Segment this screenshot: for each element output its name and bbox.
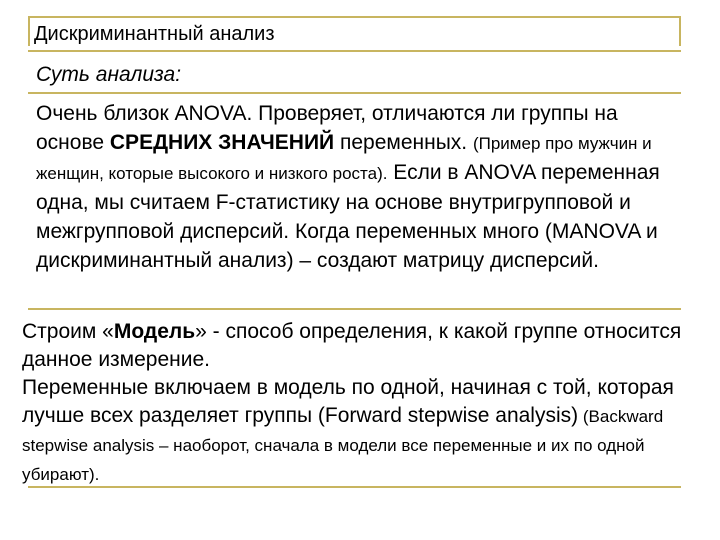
paragraph-anova: [36, 99, 686, 275]
paragraph-anova-example: (Пример про мужчин и женщин, которые высокого и низкого роста).: [36, 134, 652, 183]
paragraph-model-bold-term: Модель: [113, 320, 196, 343]
section-divider: [28, 308, 681, 310]
paragraph-model-backward-note: (Backward stepwise analysis – наоборот, сначала в модели все переменные и их по одной убирают).: [22, 407, 664, 484]
paragraph-anova-text-1: Очень близок ANOVA. Проверяет, отличаются ли группы на основе: [36, 102, 618, 154]
paragraph-anova-text-3: Если в ANOVA переменная одна, мы считаем F-статистику на основе внутригрупповой и межгрупповой дисперсий. Когда переменных много (MANOVA и дискриминантный анализ) – создают матрицу дисперсий.: [36, 161, 660, 272]
bottom-divider: [28, 486, 681, 488]
paragraph-model-text-3: Переменные включаем в модель по одной, начиная с той, которая лучше всех разделяет группы (Forward stepwise analysis): [22, 376, 674, 427]
paragraph-model-text-1: Строим «: [22, 320, 114, 343]
paragraph-model: [22, 318, 702, 489]
title-frame-top-border: [28, 16, 681, 18]
slide-subtitle: Суть анализа:: [36, 63, 182, 86]
subtitle-divider: [28, 92, 681, 94]
paragraph-anova-bold-term: СРЕДНИХ ЗНАЧЕНИЙ: [109, 131, 335, 154]
title-divider: [28, 50, 681, 52]
title-frame-left-border: [28, 16, 30, 46]
slide-title: Дискриминантный анализ: [34, 23, 275, 45]
paragraph-model-text-2: » - способ определения, к какой группе относится данное измерение.: [22, 320, 682, 371]
paragraph-anova-text-2: переменных.: [334, 131, 473, 154]
title-frame-right-border: [679, 16, 681, 46]
